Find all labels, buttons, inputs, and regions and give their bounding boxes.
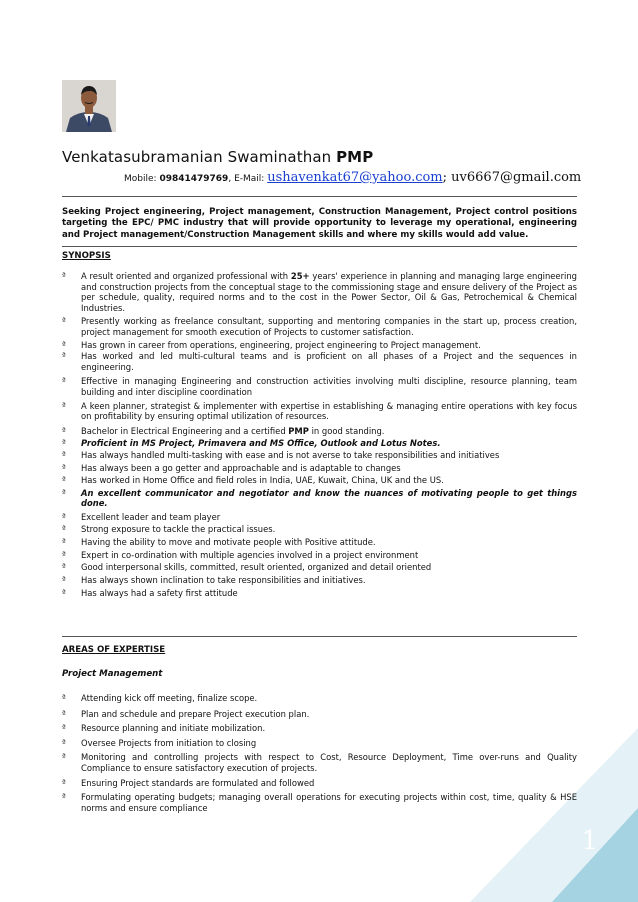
list-item	[62, 488, 577, 509]
profile-photo	[62, 80, 116, 132]
list-item	[62, 723, 577, 734]
mobile-number: 09841479769	[159, 174, 229, 184]
synopsis-title: SYNOPSIS	[62, 251, 111, 261]
check-bullet-icon: ª	[62, 562, 66, 572]
check-bullet-icon: ª	[62, 400, 66, 410]
expertise-subtitle: Project Management	[62, 669, 163, 679]
check-bullet-icon: ª	[62, 487, 66, 497]
list-item	[62, 376, 577, 397]
expertise-title: AREAS OF EXPERTISE	[62, 645, 166, 655]
check-bullet-icon: ª	[62, 752, 66, 762]
check-bullet-icon: ª	[62, 449, 66, 459]
list-item	[62, 438, 577, 449]
list-item	[62, 709, 577, 720]
check-bullet-icon: ª	[62, 693, 66, 702]
list-item	[62, 575, 577, 586]
list-item	[62, 351, 577, 372]
check-bullet-icon: ª	[62, 376, 66, 386]
item-text-text: Has grown in career from operations, engineering, project engineering to Project management.	[81, 339, 481, 350]
email-secondary: uv6667@gmail.com	[451, 170, 582, 185]
check-bullet-icon: ª	[62, 271, 66, 280]
header-divider	[62, 196, 577, 197]
check-bullet-icon: ª	[62, 737, 66, 747]
check-bullet-icon: ª	[62, 524, 66, 534]
expertise-divider	[62, 636, 577, 637]
list-item	[62, 537, 577, 548]
item-text-text: Has worked in Home Office and field roles in India, UAE, Kuwait, China, UK and the US.	[81, 475, 444, 486]
list-item	[62, 450, 577, 461]
item-text-post: years' experience in planning and managing large engineering and construction projects from the conceptual stage to the commissioning stage and ensure delivery of the Project as per schedule, quality, required norms and to the cost in the Power Sector, Oil & Gas, Petrochemical & Chemical Industries.	[81, 271, 577, 313]
list-item	[62, 693, 577, 704]
list-item	[62, 401, 577, 422]
item-text-text: Formulating operating budgets; managing overall operations for executing projects within cost, time, quality & HSE norms and ensure compliance	[81, 792, 577, 813]
objective-divider	[62, 246, 577, 247]
item-text-text: Plan and schedule and prepare Project execution plan.	[81, 708, 310, 719]
check-bullet-icon: ª	[62, 475, 66, 485]
item-text-text: Expert in co-ordination with multiple agencies involved in a project environment	[81, 549, 419, 560]
check-bullet-icon: ª	[62, 777, 66, 787]
email-separator: ;	[442, 170, 448, 185]
check-bullet-icon: ª	[62, 511, 66, 521]
item-text-pre: Bachelor in Electrical Engineering and a certified	[81, 425, 289, 436]
check-bullet-icon: ª	[62, 316, 66, 326]
item-text-strong: 25+	[290, 271, 310, 281]
check-bullet-icon: ª	[62, 549, 66, 559]
item-text-text: Monitoring and controlling projects with respect to Cost, Resource Deployment, Time over-runs and Quality Compliance to ensure satisfactory execution of projects.	[81, 752, 577, 773]
item-text-text: Has always handled multi-tasking with ease and is not averse to take responsibilities and initiatives	[81, 449, 500, 460]
check-bullet-icon: ª	[62, 438, 66, 448]
check-bullet-icon: ª	[62, 792, 66, 802]
list-item	[62, 475, 577, 486]
item-text-text: Resource planning and initiate mobilization.	[81, 723, 266, 734]
list-item	[62, 738, 577, 749]
item-text-text: Effective in managing Engineering and construction activities involving multi discipline, resource planning, team building and inter discipline coordination	[81, 376, 577, 397]
item-text-text: Has always been a go getter and approachable and is adaptable to changes	[81, 462, 401, 473]
item-text-emph: An excellent communicator and negotiator and know the nuances of motivating people to get things done.	[81, 487, 577, 509]
check-bullet-icon: ª	[62, 723, 66, 733]
item-text-text: Attending kick off meeting, finalize scope.	[81, 693, 258, 703]
full-name: Venkatasubramanian Swaminathan	[62, 148, 332, 166]
item-text-post: in good standing.	[308, 425, 385, 436]
page-number: 1	[581, 826, 598, 856]
check-bullet-icon: ª	[62, 537, 66, 547]
check-bullet-icon: ª	[62, 708, 66, 718]
list-item	[62, 316, 577, 337]
list-item	[62, 524, 577, 535]
mobile-label: Mobile:	[124, 174, 157, 184]
item-text-emph: Proficient in MS Project, Primavera and MS Office, Outlook and Lotus Notes.	[81, 438, 441, 449]
check-bullet-icon: ª	[62, 574, 66, 584]
item-text-text: Presently working as freelance consultant, supporting and mentoring companies in the start up, process creation, project management for smooth execution of Projects to customer satisfaction.	[81, 316, 577, 337]
list-item	[62, 588, 577, 599]
item-text-text: Good interpersonal skills, committed, result oriented, organized and detail oriented	[81, 562, 432, 573]
check-bullet-icon: ª	[62, 339, 66, 349]
item-text-text: Has always shown inclination to take responsibilities and initiatives.	[81, 574, 366, 585]
check-bullet-icon: ª	[62, 425, 66, 435]
career-objective: Seeking Project engineering, Project management, Construction Management, Project control positions targeting the EPC/ PMC industry that will provide opportunity to leverage my operational, engineering and Project management/Construction Management skills and where my skills would add value.	[62, 207, 577, 240]
item-text-text: A keen planner, strategist & implementer with expertise in establishing & managing entire operations with key focus on profitability by ensuring optimal utilization of resources.	[81, 400, 577, 422]
list-item	[62, 426, 577, 437]
item-text-text: Having the ability to move and motivate people with Positive attitude.	[81, 537, 376, 548]
expertise-list	[62, 693, 577, 813]
list-item	[62, 340, 577, 351]
list-item	[62, 778, 577, 789]
item-text-text: Oversee Projects from initiation to closing	[81, 737, 257, 748]
candidate-name	[62, 148, 373, 166]
list-item	[62, 463, 577, 474]
item-text-text: Has always had a safety first attitude	[81, 588, 238, 599]
email-link-primary[interactable]: ushavenkat67@yahoo.com	[267, 170, 443, 185]
list-item	[62, 562, 577, 573]
synopsis-list	[62, 271, 577, 599]
item-text-text: Excellent leader and team player	[81, 511, 221, 522]
contact-separator: ,	[228, 174, 232, 184]
list-item	[62, 512, 577, 523]
item-text-text: Has worked and led multi-cultural teams and is proficient on all phases of a Project and the sequences in engineering.	[81, 351, 577, 372]
contact-line	[124, 170, 581, 185]
check-bullet-icon: ª	[62, 462, 66, 472]
item-text-text: Ensuring Project standards are formulated and followed	[81, 777, 315, 788]
check-bullet-icon: ª	[62, 588, 66, 598]
email-label: E-Mail:	[234, 174, 265, 184]
item-text-pre: A result oriented and organized professional with	[81, 271, 291, 281]
person-photo-icon	[62, 80, 116, 132]
item-text-text: Strong exposure to tackle the practical issues.	[81, 524, 276, 535]
list-item	[62, 271, 577, 313]
list-item	[62, 752, 577, 773]
list-item	[62, 792, 577, 813]
item-text-strong: PMP	[288, 425, 309, 436]
credential: PMP	[336, 148, 374, 166]
check-bullet-icon: ª	[62, 351, 66, 361]
list-item	[62, 550, 577, 561]
